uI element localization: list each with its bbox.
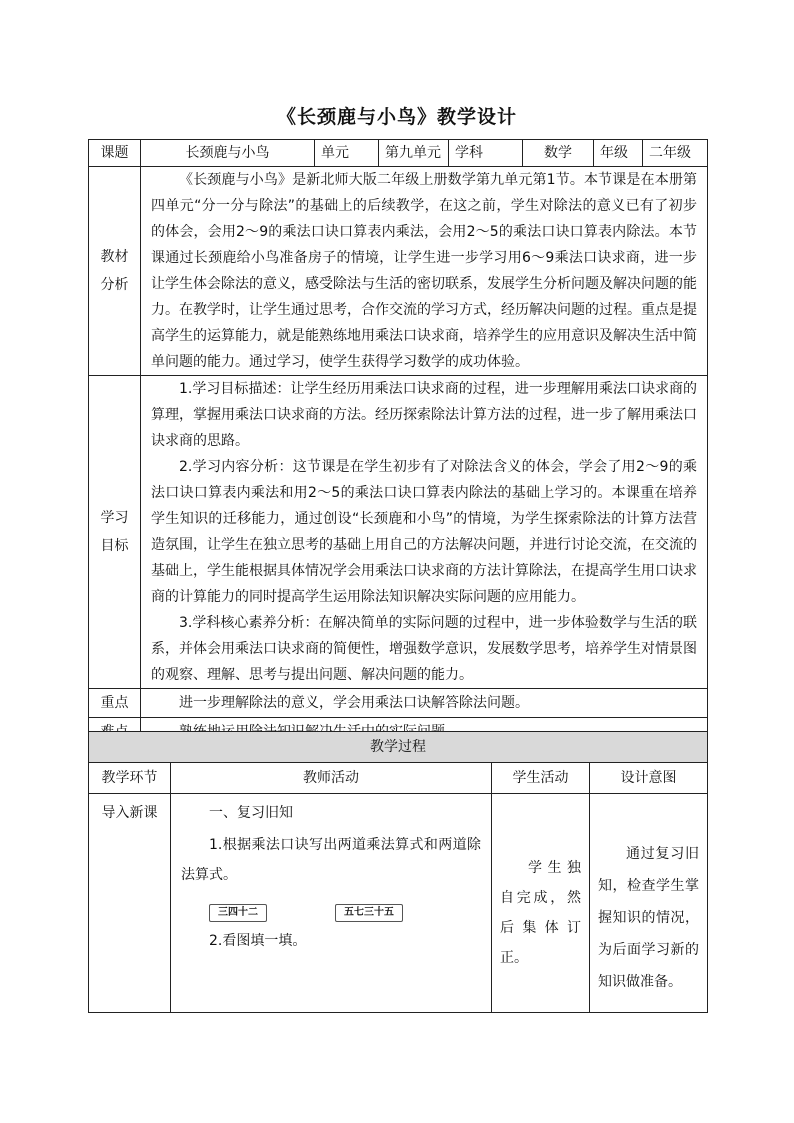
- teaching-process-table: [88, 731, 708, 1013]
- header-teacher: 教师活动: [171, 763, 492, 794]
- stage-cell: 导入新课: [89, 794, 171, 1013]
- teacher-item-1: 1.根据乘法口诀写出两道乘法算式和两道除法算式。: [181, 837, 481, 883]
- lesson-info-table: [88, 139, 708, 747]
- unit-value: 第九单元: [379, 140, 449, 167]
- topic-value: 长颈鹿与小鸟: [141, 140, 315, 167]
- material-label: 教材分析: [89, 167, 141, 376]
- goals-paragraph-2: 2.学习内容分析：这节课是在学生初步有了对除法含义的体会，学会了用2～9的乘法口诀口算表内乘法和用2～5的乘法口诀口算表内除法的基础上学习的。本课重在培养学生知识的迁移能力，通过创设“长颈鹿和小鸟”的情境，为学生探索除法的计算方法营造氛围，让学生在独立思考的基础上用自己的方法解决问题，并进行讨论交流，在交流的基础上，学生能根据具体情况学会用乘法口诀求商的方法计算除法，在提高学生用口诀求商的计算能力的同时提高学生运用除法知识解决实际问题的应用能力。: [151, 459, 697, 605]
- material-text: 《长颈鹿与小鸟》是新北师大版二年级上册数学第九单元第1节。本节课是在本册第四单元“分一分与除法”的基础上的后续教学，在这之前，学生对除法的意义已有了初步的体会，会用2～9的乘法口诀口算表内乘法，会用2～5的乘法口诀口算表内除法。本节课通过长颈鹿给小鸟准备房子的情境，让学生进一步学习用6～9乘法口诀求商，进一步让学生体会除法的意义，感受除法与生活的密切联系，发展学生分析问题及解决问题的能力。在教学时，让学生通过思考，合作交流的学习方式，经历解决问题的过程。重点是提高学生的运算能力，就是能熟练地用乘法口诀求商，培养学生的应用意识及解决生活中简单问题的能力。通过学习，使学生获得学习数学的成功体验。: [151, 172, 697, 370]
- topic-label: 课题: [89, 140, 141, 167]
- header-student: 学生活动: [492, 763, 590, 794]
- process-row: [89, 794, 708, 1013]
- goals-label: 学习目标: [89, 376, 141, 689]
- goals-paragraph-3: 3.学科核心素养分析：在解决简单的实际问题的过程中，进一步体验数学与生活的联系，并体会用乘法口诀求商的简便性，增强数学意识，发展数学思考，培养学生对情景图的观察、理解、思考与提出问题、解决问题的能力。: [151, 615, 697, 683]
- process-header-row: [89, 763, 708, 794]
- info-row: [89, 140, 708, 167]
- document-title: 《长颈鹿与小鸟》教学设计: [276, 106, 517, 128]
- student-activity-cell: [492, 794, 590, 1013]
- grade-label: 年级: [594, 140, 643, 167]
- goals-row: [89, 376, 708, 689]
- key-point-row: [89, 689, 708, 718]
- process-title-row: [89, 732, 708, 763]
- teacher-activity-cell: [171, 794, 492, 1013]
- grade-value: 二年级: [643, 140, 708, 167]
- design-intent-text: 通过复习旧知，检查学生掌握知识的情况，为后面学习新的知识做准备。: [598, 846, 699, 990]
- header-stage: 教学环节: [89, 763, 171, 794]
- material-row: [89, 167, 708, 376]
- key-point-text: 进一步理解除法的意义，学会用乘法口诀解答除法问题。: [179, 695, 529, 711]
- teacher-heading: 一、复习旧知: [209, 805, 293, 821]
- goals-paragraph-1: 1.学习目标描述：让学生经历用乘法口诀求商的过程，进一步理解用乘法口诀求商的算理，掌握用乘法口诀求商的方法。经历探索除法计算方法的过程，进一步了解用乘法口诀求商的思路。: [151, 381, 697, 449]
- design-intent-cell: [590, 794, 708, 1013]
- formula-cards: [209, 904, 481, 922]
- formula-card-1: 三四十二: [209, 904, 267, 922]
- key-point-label: 重点: [89, 689, 141, 718]
- unit-label: 单元: [315, 140, 379, 167]
- formula-card-2: 五七三十五: [335, 904, 403, 922]
- teacher-item-2: 2.看图填一填。: [209, 933, 307, 949]
- student-activity-text: 学生独自完成，然后集体订正。: [500, 860, 581, 966]
- process-title: 教学过程: [89, 732, 708, 763]
- subject-label: 学科: [449, 140, 523, 167]
- subject-value: 数学: [523, 140, 594, 167]
- header-intent: 设计意图: [590, 763, 708, 794]
